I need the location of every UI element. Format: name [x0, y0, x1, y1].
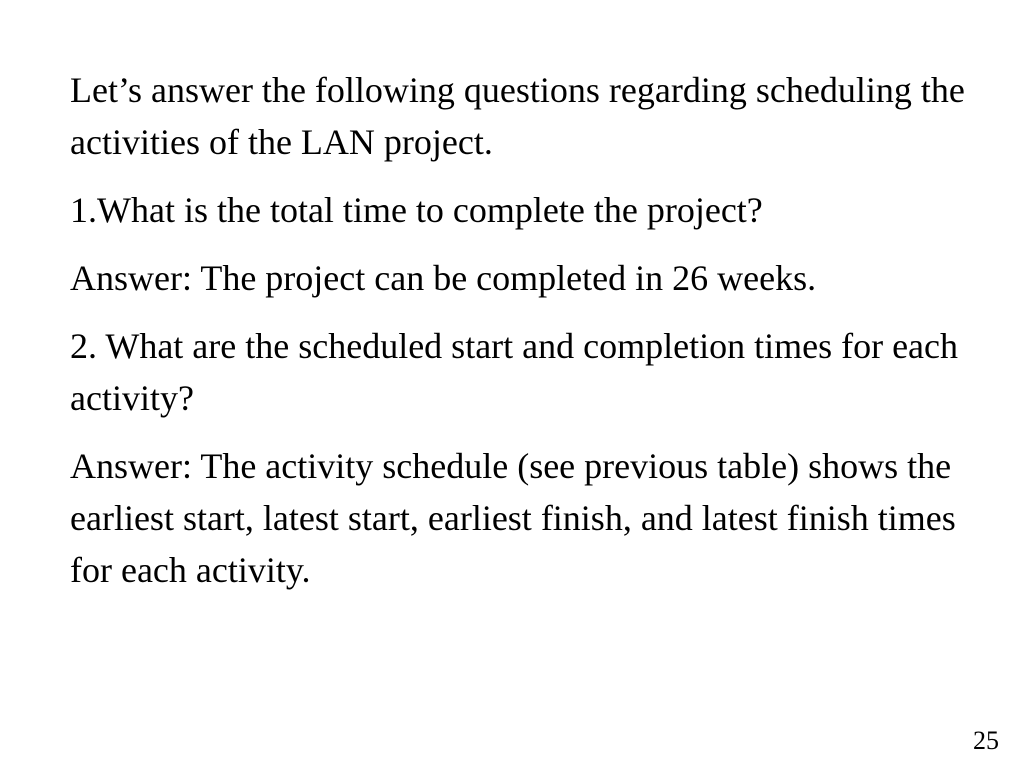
question-1: 1.What is the total time to complete the project? — [70, 190, 763, 230]
intro-paragraph: Let’s answer the following questions regarding scheduling the activities of the LAN project. — [70, 70, 965, 162]
slide-number: 25 — [973, 726, 999, 755]
answer-1: Answer: The project can be completed in 26 weeks. — [70, 258, 817, 298]
question-2: 2. What are the scheduled start and completion times for each activity? — [70, 326, 959, 418]
slide-body — [70, 64, 990, 612]
answer-2: Answer: The activity schedule (see previous table) shows the earliest start, latest start, earliest finish, and latest finish times for each activity. — [70, 446, 956, 590]
